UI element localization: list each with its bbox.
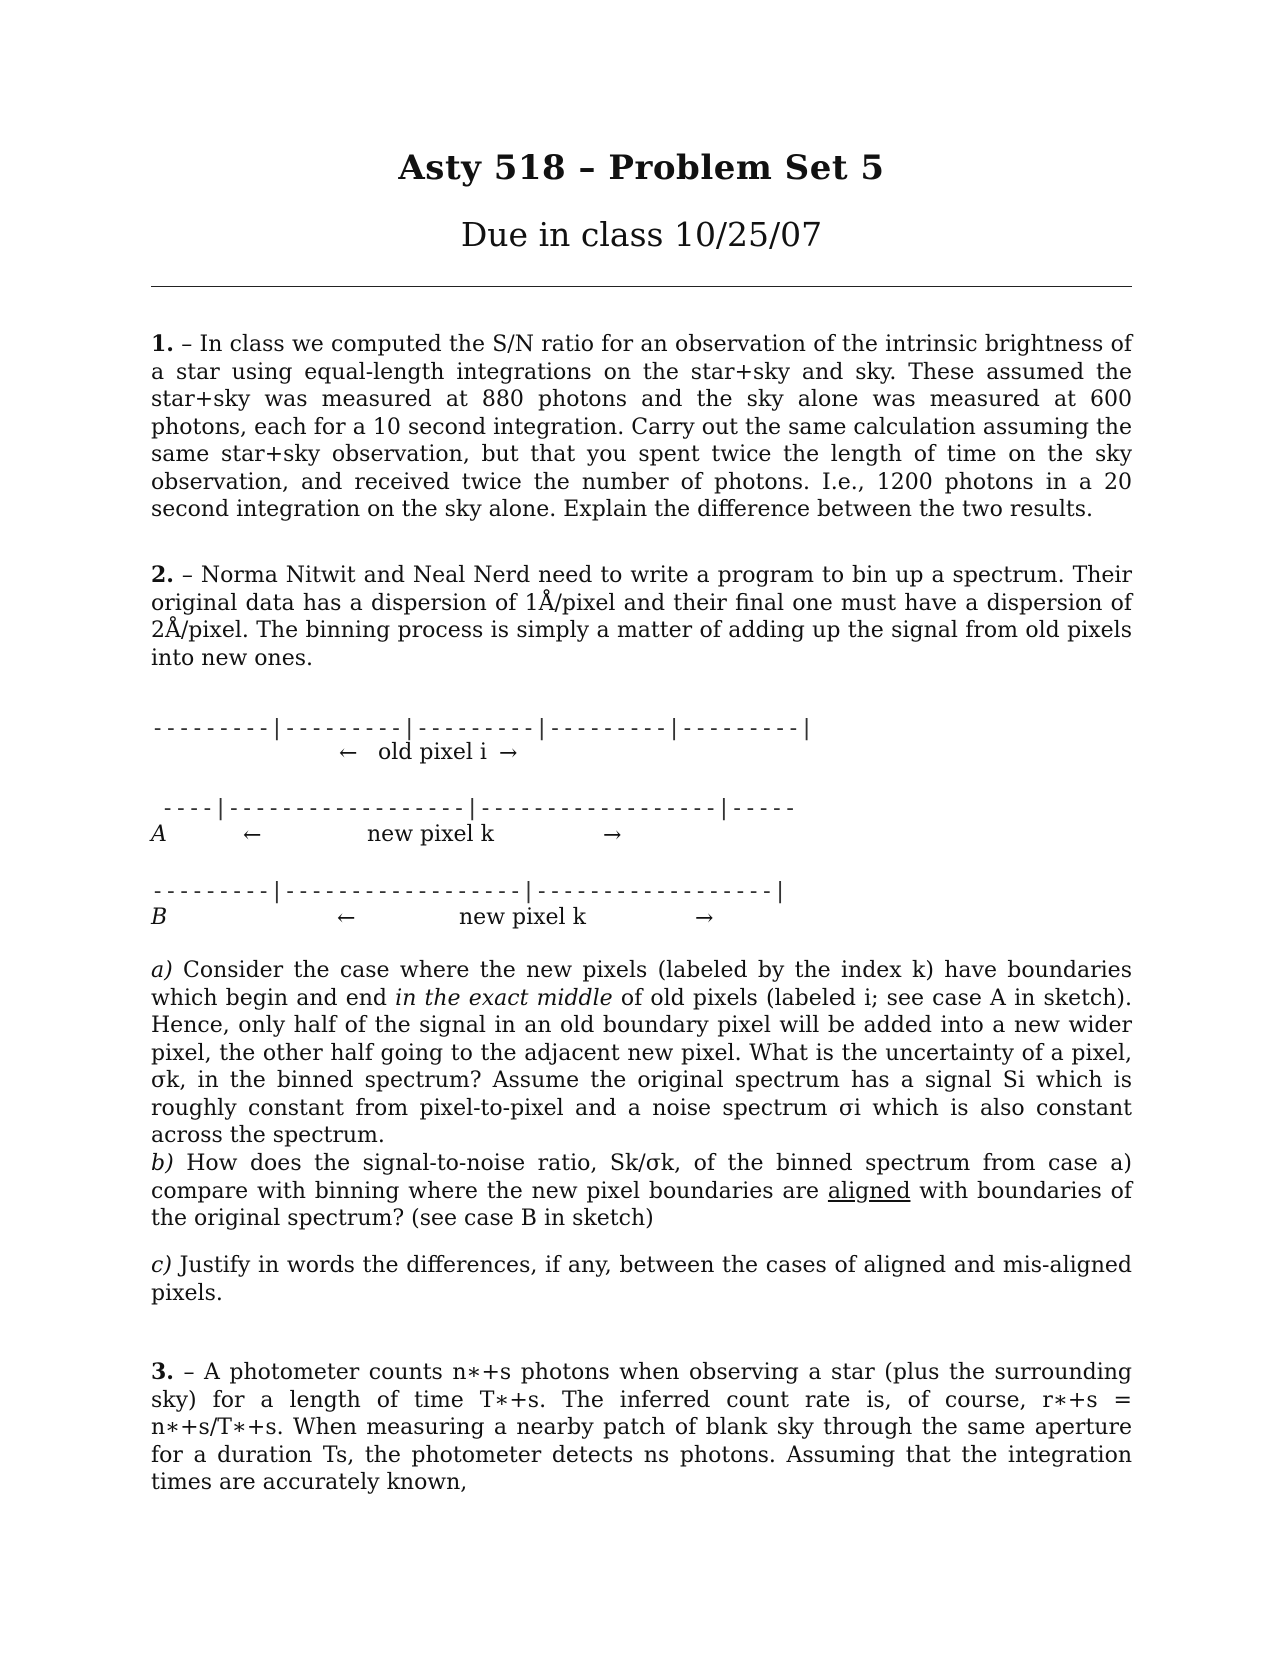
case-b-label: B — [151, 905, 168, 930]
problem-3-number: 3. — [151, 1359, 174, 1385]
problem-2-part-b — [151, 1150, 1132, 1233]
part-a-label: a) — [151, 958, 173, 983]
problem-2-part-c — [151, 1252, 1132, 1307]
problem-3 — [151, 1359, 1132, 1497]
problem-2-number: 2. — [151, 562, 174, 588]
case-b-left-arrow: ← — [337, 906, 356, 931]
problem-2-part-a — [151, 957, 1132, 1150]
case-a-row: ----|------------------|------------------|----- — [161, 796, 797, 821]
problem-1-number: 1. — [151, 331, 174, 357]
case-a-label: A — [151, 822, 167, 847]
title-divider — [151, 286, 1132, 287]
case-b-row: ---------|------------------|------------------| — [151, 879, 787, 904]
case-b-new-pixel-label: new pixel k — [459, 905, 586, 930]
part-b-text-1: How does the signal-to-noise ratio, Sk/σk, of the binned spectrum from case a) compare with binning where the new pixel boundaries are — [151, 1151, 1132, 1204]
problem-3-text: – A photometer counts n∗+s photons when observing a star (plus the surrounding sky) for a length of time T∗+s. The inferred count rate is, of course, r∗+s = n∗+s/T∗+s. When measuring a nearby patch of blank sky through the same aperture for a duration Ts, the photometer detects ns photons. Assuming that the integration times are accurately known, — [151, 1360, 1132, 1495]
part-c-text: Justify in words the differences, if any, between the cases of aligned and mis-aligned pixels. — [151, 1253, 1132, 1306]
problem-1 — [151, 331, 1132, 524]
case-a-right-arrow: → — [603, 823, 622, 848]
case-b-right-arrow: → — [695, 906, 714, 931]
page-title: Asty 518 – Problem Set 5 — [398, 148, 885, 188]
problem-2-intro — [151, 562, 1132, 672]
part-a-emphasis: in the exact middle — [395, 985, 613, 1011]
part-b-label: b) — [151, 1151, 174, 1176]
case-a-new-pixel-label: new pixel k — [367, 822, 494, 847]
problem-2-intro-text: – Norma Nitwit and Neal Nerd need to write a program to bin up a spectrum. Their original data has a dispersion of 1Å/pixel and their final one must have a dispersion of 2Å/pixel. The binning process is simply a matter of adding up the signal from old pixels into new ones. — [151, 563, 1132, 671]
old-pixel-right-arrow: → — [499, 741, 518, 766]
old-pixel-row: ---------|---------|---------|---------|---------| — [151, 716, 814, 741]
case-a-left-arrow: ← — [243, 823, 262, 848]
part-a-text-2: of old pixels (labeled i; see case A in sketch). Hence, only half of the signal in an old boundary pixel will be added into a new wider pixel, the other half going to the adjacent new pixel. What is the uncertainty of a pixel, σk, in the binned spectrum? Assume the original spectrum has a signal Si which is roughly constant from pixel-to-pixel and a noise spectrum σi which is also constant across the spectrum. — [151, 985, 1132, 1148]
old-pixel-left-arrow: ← — [339, 741, 358, 766]
part-b-text-2: with boundaries of the original spectrum? (see case B in sketch) — [151, 1178, 1132, 1231]
due-date-subtitle: Due in class 10/25/07 — [460, 215, 823, 254]
part-a-text-1: Consider the case where the new pixels (labeled by the index k) have boundaries which begin and end — [151, 958, 1132, 1011]
part-b-underlined: aligned — [827, 1178, 911, 1204]
part-c-label: c) — [151, 1253, 172, 1278]
old-pixel-label: old pixel i — [378, 740, 487, 765]
problem-1-text: – In class we computed the S/N ratio for an observation of the intrinsic brightness of a star using equal-length integrations on the star+sky and sky. These assumed the star+sky was measured at 880 photons and the sky alone was measured at 600 photons, each for a 10 second integration. Carry out the same calculation assuming the same star+sky observation, but that you spent twice the length of time on the sky observation, and received twice the number of photons. I.e., 1200 photons in a 20 second integration on the sky alone. Explain the difference between the two results. — [151, 332, 1132, 522]
